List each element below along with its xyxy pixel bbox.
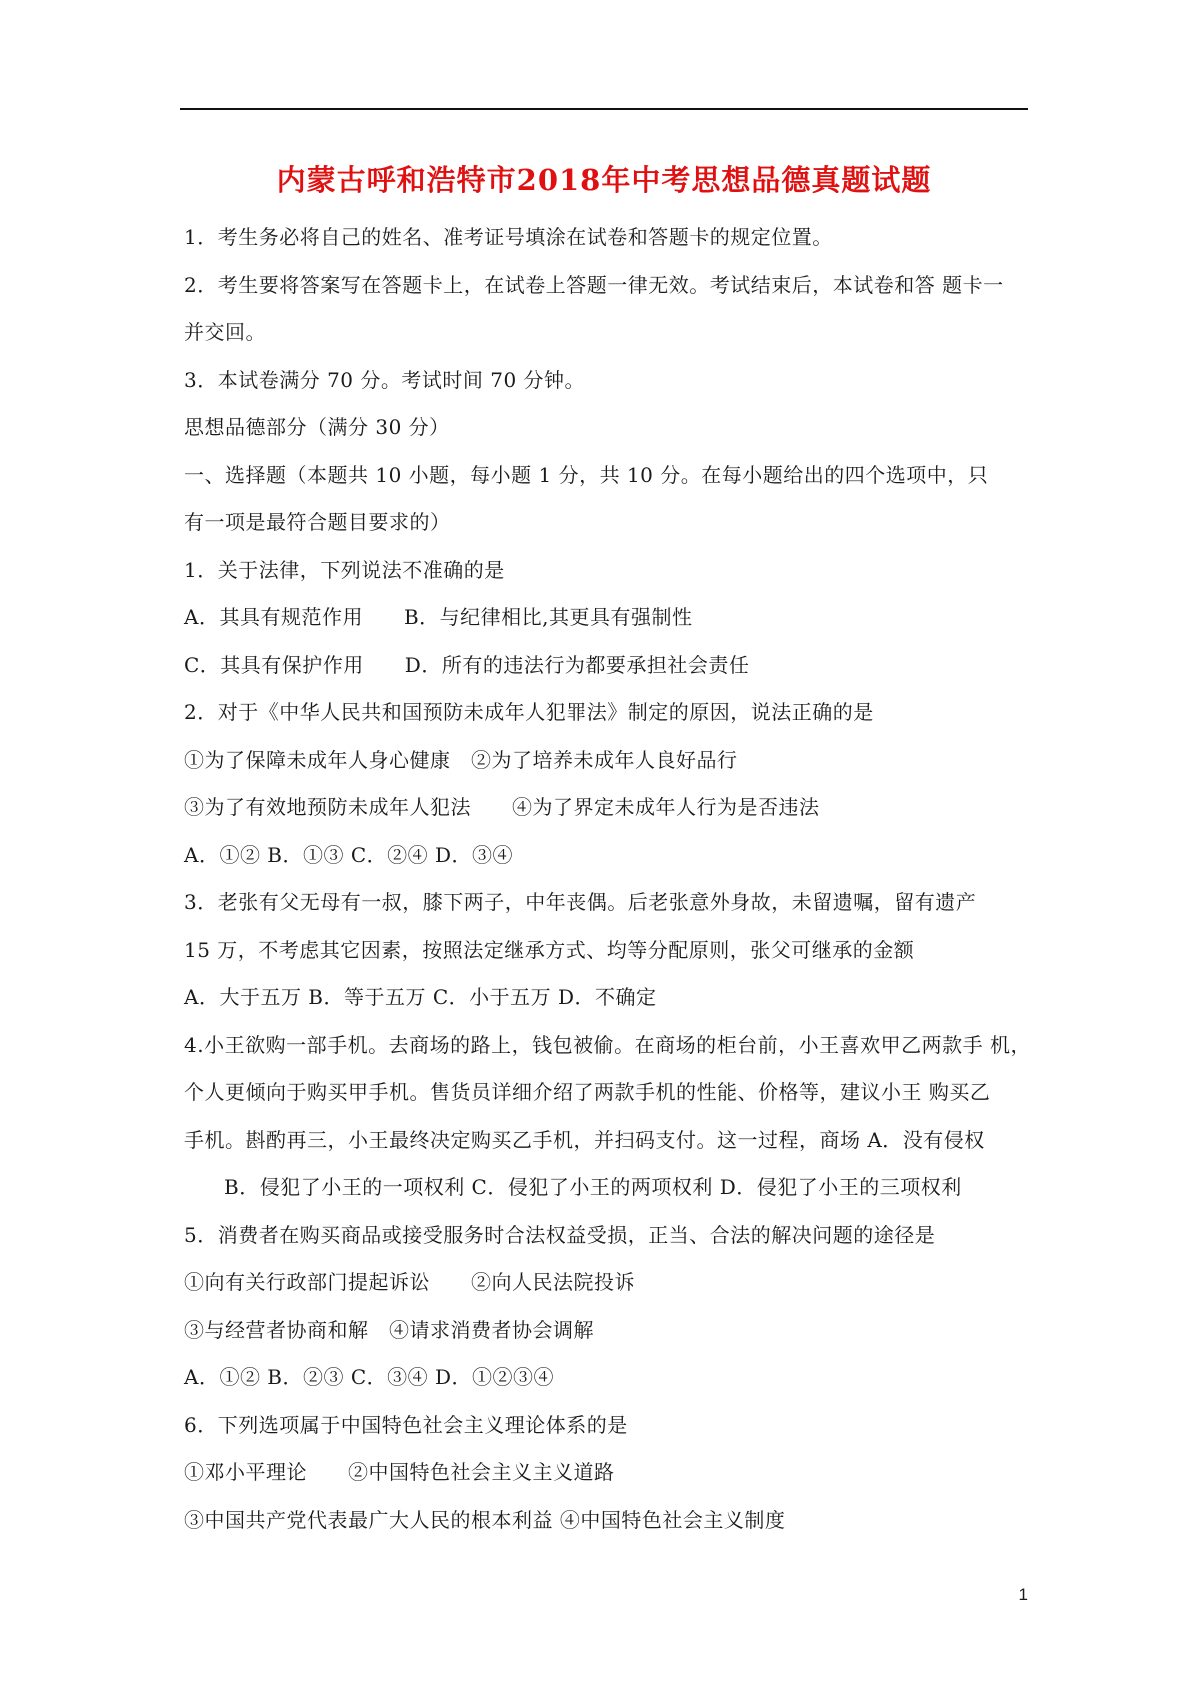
text-line: 15 万，不考虑其它因素，按照法定继承方式、均等分配原则，张父可继承的金额: [184, 937, 915, 962]
question-5: 5．消费者在购买商品或接受服务时合法权益受损，正当、合法的解决问题的途径是: [184, 1222, 936, 1247]
text-line: 2．考生要将答案写在答题卡上，在试卷上答题一律无效。考试结束后，本试卷和答 题卡一: [184, 272, 1004, 297]
text-line: 并交回。: [184, 320, 266, 344]
option-line: ③中国共产党代表最广大人民的根本利益 ④中国特色社会主义制度: [184, 1507, 786, 1532]
option-line: B．侵犯了小王的一项权利 C．侵犯了小王的两项权利 D．侵犯了小王的三项权利: [224, 1175, 962, 1199]
option-line: A．①② B．②③ C．③④ D．①②③④: [184, 1365, 555, 1389]
header-rule: [180, 108, 1028, 110]
text-line: 1．考生务必将自己的姓名、准考证号填涂在试卷和答题卡的规定位置。: [184, 225, 833, 249]
text-line: 个人更倾向于购买甲手机。售货员详细介绍了两款手机的性能、价格等，建议小王 购买乙: [184, 1080, 991, 1104]
option-line: ①为了保障未成年人身心健康 ②为了培养未成年人良好品行: [184, 747, 738, 772]
question-3: 3．老张有父无母有一叔，膝下两子，中年丧偶。后老张意外身故，未留遗嘱，留有遗产: [184, 890, 977, 914]
document-title: 内蒙古呼和浩特市2018年中考思想品德真题试题: [276, 163, 932, 197]
question-4: 4.小王欲购一部手机。去商场的路上，钱包被偷。在商场的柜台前，小王喜欢甲乙两款手 机，: [184, 1032, 1031, 1057]
option-line: A．其具有规范作用 B．与纪律相比,其更具有强制性: [184, 605, 693, 629]
question-6: 6．下列选项属于中国特色社会主义理论体系的是: [184, 1412, 628, 1437]
text-line: 手机。斟酌再三，小王最终决定购买乙手机，并扫码支付。这一过程，商场 A．没有侵权: [184, 1127, 985, 1152]
option-line: A．大于五万 B．等于五万 C．小于五万 D．不确定: [184, 985, 657, 1009]
option-line: ③与经营者协商和解 ④请求消费者协会调解: [184, 1317, 594, 1342]
option-line: A．①② B．①③ C．②④ D．③④: [184, 842, 514, 867]
document-body: [184, 214, 1032, 1544]
text-line: 有一项是最符合题目要求的）: [184, 510, 451, 534]
text-line: 一、选择题（本题共 10 小题，每小题 1 分，共 10 分。在每小题给出的四个选项中，只: [184, 462, 989, 487]
question-1: 1．关于法律，下列说法不准确的是: [184, 557, 505, 582]
option-line: ①邓小平理论 ②中国特色社会主义主义道路: [184, 1460, 615, 1484]
section-heading: 思想品德部分（满分 30 分）: [184, 415, 450, 439]
page-number: 1: [1018, 1585, 1028, 1604]
option-line: ③为了有效地预防未成年人犯法 ④为了界定未成年人行为是否违法: [184, 795, 820, 819]
question-2: 2．对于《中华人民共和国预防未成年人犯罪法》制定的原因，说法正确的是: [184, 700, 874, 724]
option-line: C．其具有保护作用 D．所有的违法行为都要承担社会责任: [184, 652, 750, 677]
option-line: ①向有关行政部门提起诉讼 ②向人民法院投诉: [184, 1270, 635, 1294]
text-line: 3．本试卷满分 70 分。考试时间 70 分钟。: [184, 367, 586, 392]
